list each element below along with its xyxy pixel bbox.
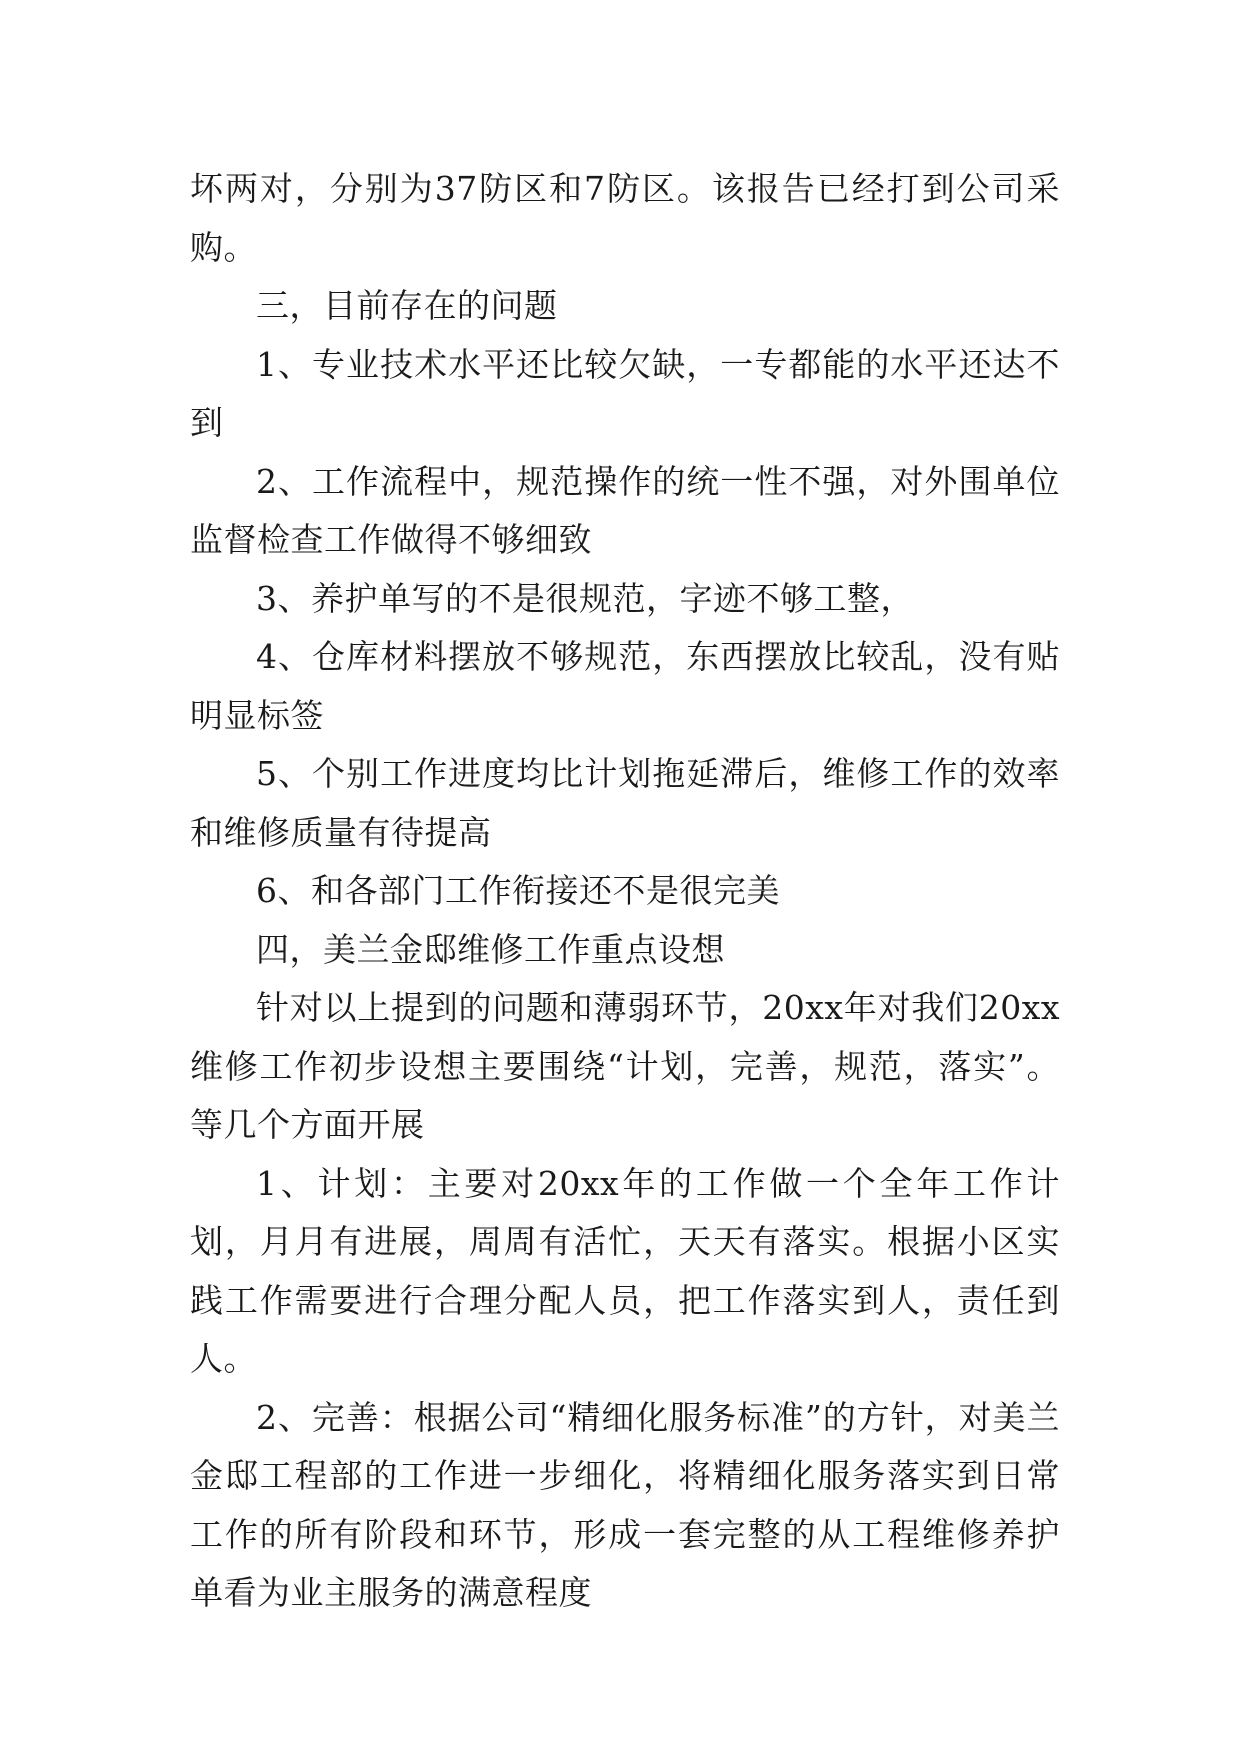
section-heading-plan: 四，美兰金邸维修工作重点设想 xyxy=(256,929,725,969)
problem-item-2: 2、工作流程中，规范操作的统一性不强，对外围单位监督检查工作做得不够细致 xyxy=(190,461,1060,559)
problem-item-4: 4、仓库材料摆放不够规范，东西摆放比较乱，没有贴明显标签 xyxy=(190,637,1060,735)
section-heading-problems: 三，目前存在的问题 xyxy=(256,286,558,325)
document-body xyxy=(190,160,1060,1623)
plan-item-2: 2、完善：根据公司“精细化服务标准”的方针，对美兰金邸工程部的工作进一步细化，将精细化服务落实到日常工作的所有阶段和环节，形成一套完整的从工程维修养护单看为业主服务的满意程度 xyxy=(190,1397,1060,1612)
paragraph-continuation: 坏两对，分别为37防区和7防区。该报告已经打到公司采购。 xyxy=(190,169,1060,267)
problem-item-6: 6、和各部门工作衔接还不是很完美 xyxy=(256,871,780,910)
plan-item-1: 1、计划：主要对20xx年的工作做一个全年工作计划，月月有进展，周周有活忙，天天有落实。根据小区实践工作需要进行合理分配人员，把工作落实到人，责任到人。 xyxy=(190,1163,1060,1378)
problem-item-5: 5、个别工作进度均比计划拖延滞后，维修工作的效率和维修质量有待提高 xyxy=(190,754,1060,852)
problem-item-1: 1、专业技术水平还比较欠缺，一专都能的水平还达不到 xyxy=(190,344,1060,442)
problem-item-3: 3、养护单写的不是很规范，字迹不够工整， xyxy=(256,578,914,618)
plan-intro-paragraph: 针对以上提到的问题和薄弱环节，20xx年对我们20xx维修工作初步设想主要围绕“计划，完善，规范，落实”。等几个方面开展 xyxy=(190,988,1060,1144)
